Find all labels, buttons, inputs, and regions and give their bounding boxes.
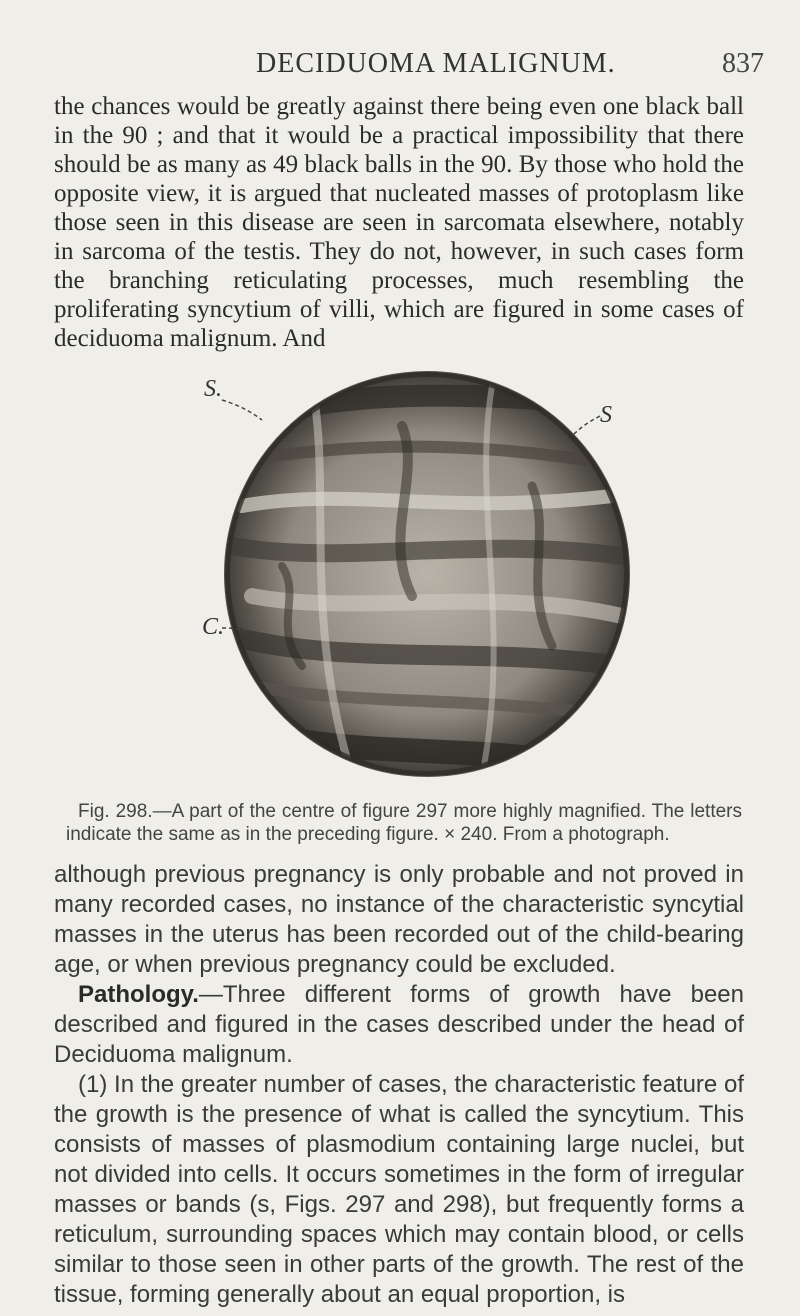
page-number: 837	[722, 48, 764, 79]
pathology-heading: Pathology.	[78, 981, 199, 1008]
pathology-paragraph	[54, 980, 744, 1070]
body-paragraph-3: (1) In the greater number of cases, the characteristic feature of the growth is the presence of what is called the syncytium. This consists of masses of plasmodium containing large nuclei, but not divided into cells. It occurs sometimes in the form of irregular masses or bands (s, Figs. 297 and 298), but frequently forms a reticulum, surrounding spaces which may contain blood, or cells similar to those seen in other parts of the growth. The rest of the tissue, forming generally about an equal proportion, is	[54, 1071, 744, 1308]
figure-caption: Fig. 298.—A part of the centre of figure 297 more highly magnified. The letters indicate the same as in the preceding figure. × 240. From a photograph.	[66, 801, 742, 845]
page-header	[0, 48, 800, 88]
pathology-text: —Three different forms of growth have been described and figured in the cases described under the head of Deciduoma malignum.	[54, 981, 744, 1068]
micrograph-image	[192, 366, 632, 796]
figure-label-s-left: S.	[204, 376, 222, 402]
top-paragraph: the chances would be greatly against there being even one black ball in the 90 ; and that it would be a practical impossibility that there should be as many as 49 black balls in the 90. By those who hold the opposite view, it is argued that nucleated masses of protoplasm like those seen in this disease are seen in sarcomata elsewhere, notably in sarcoma of the testis. They do not, however, in such cases form the branching reticulating processes, much resembling the proliferating syncytium of villi, which are figured in some cases of deciduoma malignum. And	[54, 93, 744, 352]
micrograph-figure	[192, 366, 632, 796]
body-text	[54, 860, 744, 1310]
running-title: DECIDUOMA MALIGNUM.	[256, 48, 616, 79]
figure-label-c: C.	[202, 614, 225, 640]
figure-label-s-right: S	[600, 402, 612, 428]
body-paragraph-1: although previous pregnancy is only probable and not proved in many recorded cases, no instance of the characteristic syncytial masses in the uterus has been recorded out of the child-bearing age, or when previous pregnancy could be excluded.	[54, 861, 744, 978]
